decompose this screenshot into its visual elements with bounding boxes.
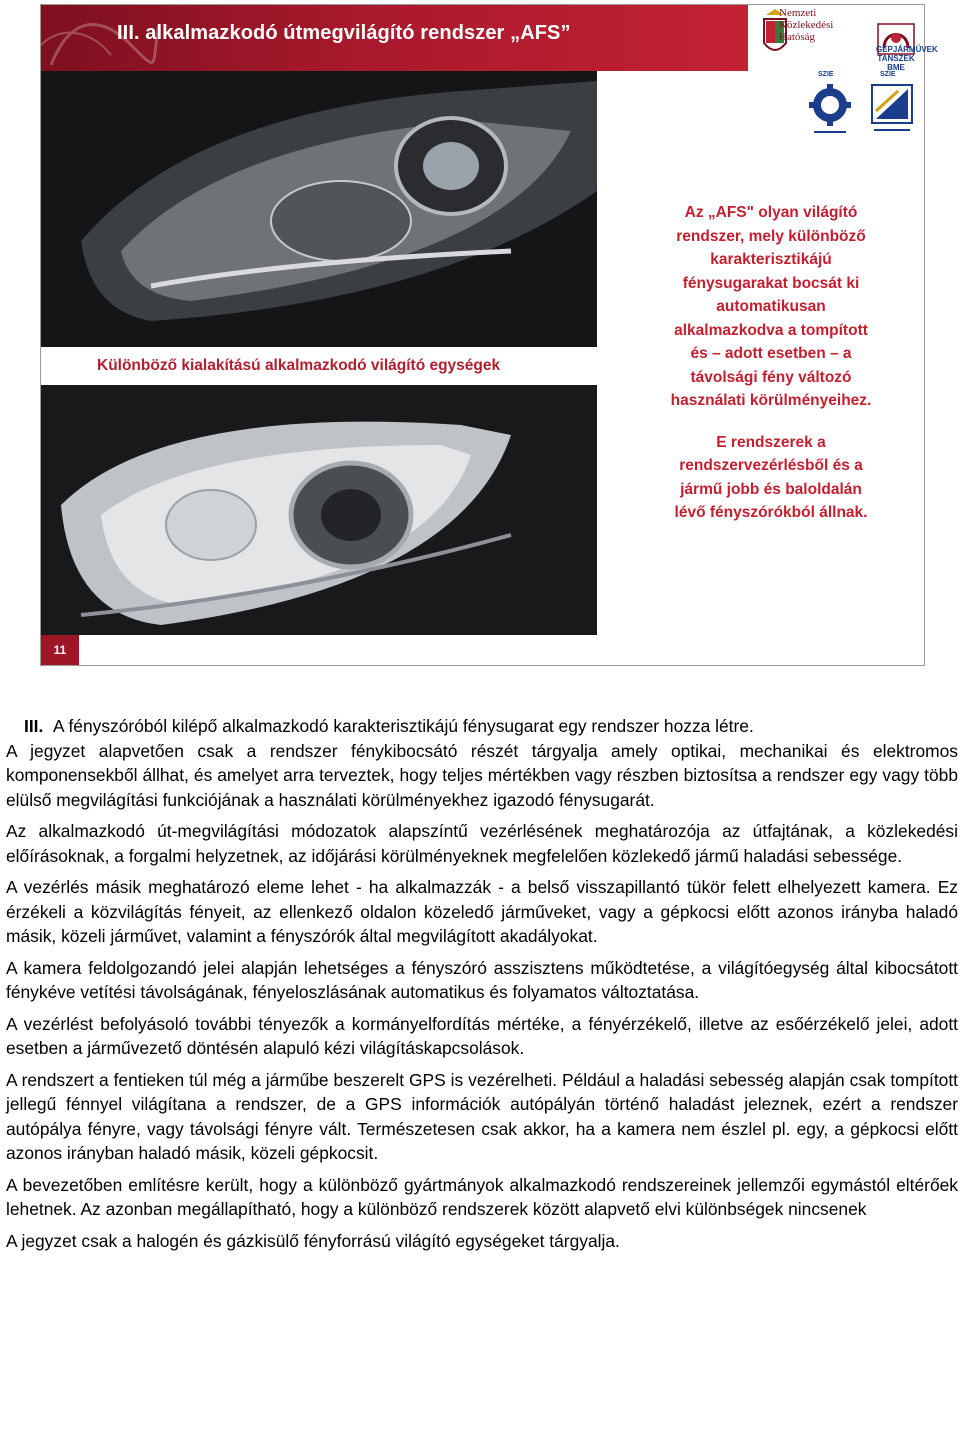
nkh-logo-text: Nemzeti Közlekedési Hatóság bbox=[779, 7, 834, 43]
logo-area bbox=[748, 5, 938, 145]
photo-caption-strip bbox=[41, 347, 621, 387]
figure-caption bbox=[6, 714, 958, 739]
slide-page-number: 11 bbox=[41, 635, 79, 665]
figure-caption-text: A fényszóróból kilépő alkalmazkodó karakterisztikájú fénysugarat egy rendszer hozza létre. bbox=[53, 716, 754, 736]
paragraph: A vezérlés másik meghatározó eleme lehet - ha alkalmazzák - a belső visszapillantó tükör felett elhelyezett kamera. Ez érzékeli a közvilágítás fényeit, az ellenkező oldalon közeledő járműveket, vagy a gépkocsi előtt azonos irányba haladó másik, közeli járművet, valamint a fényszórók által megvilágított akadályokat. bbox=[6, 877, 958, 946]
headlight-photo-bottom bbox=[41, 385, 597, 635]
photo-caption: Különböző kialakítású alkalmazkodó világító egységek bbox=[97, 357, 501, 374]
paragraph: A rendszert a fentieken túl még a járműbe beszerelt GPS is vezérelheti. Például a haladási sebesség alapján csak tompított jellegű fénnyel világítana a rendszer, de a GPS információk autópályán történő haladást jeleznek, ezért a rendszer autópálya fényre, vagy távolsági fényre vált. Természetesen csak akkor, ha a kamera nem észlel pl. egy, a gépkocsi előtt azonos irányban haladó másik, közeli gépkocsit. bbox=[6, 1069, 958, 1163]
figure-caption-number: III. bbox=[24, 716, 44, 736]
szie-logo-1 bbox=[808, 71, 852, 137]
gear-icon bbox=[808, 81, 852, 137]
headlight-photo-top bbox=[41, 71, 597, 347]
presentation-slide bbox=[40, 4, 938, 666]
slide-header-bar bbox=[41, 5, 748, 71]
szie-logo-2 bbox=[868, 71, 916, 137]
paragraph: A jegyzet csak a halogén és gázkisülő fényforrású világító egységeket tárgyalja. bbox=[6, 1230, 620, 1251]
szie-label-2: SZIE bbox=[880, 71, 896, 78]
szie-label-1: SZIE bbox=[818, 71, 834, 78]
paragraph: Az alkalmazkodó út-megvilágítási módozatok alapszíntű vezérlésének meghatározója az útfajtának, a közlekedési előírásoknak, a forgalmi helyzetnek, az időjárási körülményeknek megfelelően közlekedő jármű haladási sebessége. bbox=[6, 821, 958, 866]
paragraph: A vezérlést befolyásoló további tényezők a kormányelfordítás mértéke, a fényérzékelő, illetve az esőérzékelő jelei, adott esetben a járművezető döntésén alapuló kézi világításkapcsolások. bbox=[6, 1013, 958, 1058]
afs-components-text: E rendszerek a rendszervezérlésből és a jármű jobb és baloldalán lévő fényszórókból állnak. bbox=[674, 433, 868, 521]
slide-text-box bbox=[631, 201, 911, 525]
paragraph: A jegyzet alapvetően csak a rendszer fénykibocsátó részét tárgyalja amely optikai, mechanikai és elektromos komponensekből állhat, és amelyet arra terveztek, hogy teljes mértékben vagy részben biztosítsa a rendszer egy vagy több elülső megvilágítási funkciójának a használati körülményekhez igazodó fénysugarát. bbox=[6, 740, 958, 810]
paragraph: A kamera feldolgozandó jelei alapján lehetséges a fényszóró asszisztens működtetése, a világítóegység által kibocsátott fénykéve vetítési távolságának, fényeloszlásának automatikus és folyamatos változtatása. bbox=[6, 957, 958, 1002]
building-logo-icon bbox=[868, 81, 916, 137]
paragraph: A bevezetőben említésre került, hogy a különböző gyártmányok alkalmazkodó rendszereinek jellemzői egymástól eltérőek lehetnek. Az azonban megállapítható, hogy a különböző rendszerek között alapvető elvi különbségek nincsenek bbox=[6, 1174, 958, 1219]
afs-definition-text: Az „AFS" olyan világító rendszer, mely különböző karakterisztikájú fénysugarakat bocsát ki automatikusan alkalmazkodva a tompított és – adott esetben – a távolsági fény változó használati körülményeihez. bbox=[670, 204, 872, 409]
bme-logo-text: GÉPJÁRMŰVEK TANSZÉK BME bbox=[876, 45, 938, 72]
document-body bbox=[6, 714, 958, 1260]
slide-title: III. alkalmazkodó útmegvilágító rendszer „AFS” bbox=[117, 22, 571, 44]
slide-footer bbox=[41, 635, 924, 665]
